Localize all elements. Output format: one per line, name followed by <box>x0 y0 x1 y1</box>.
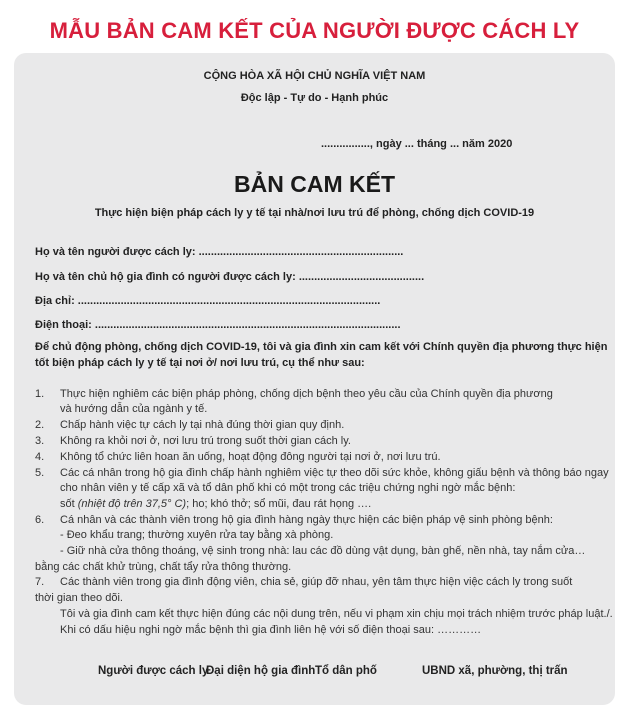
signature-residential-group: Tổ dân phố <box>315 665 377 677</box>
closing-commitment: Tôi và gia đình cam kết thực hiện đúng các nội dung trên, nếu vi phạm xin chịu mọi trách nhiệm trước pháp luật./. <box>60 608 613 620</box>
country-name: CỘNG HÒA XÃ HỘI CHỦ NGHĨA VIỆT NAM <box>203 70 426 82</box>
item-7-line-2: thời gian theo dõi. <box>35 592 123 604</box>
closing-contact: Khi có dấu hiệu nghi ngờ mắc bệnh thì gia đình liên hệ với số điện thoại sau: ………… <box>60 624 482 636</box>
item-6: Cá nhân và các thành viên trong hộ gia đình hàng ngày thực hiện các biện pháp vệ sinh phòng bệnh: <box>60 514 553 526</box>
signature-household: Đại diện hộ gia đình <box>206 665 316 677</box>
item-6-disinfect: bằng các chất khử trùng, chất tẩy rửa thông thường. <box>35 561 292 573</box>
item-number: 5. <box>35 467 45 479</box>
item-1-line-1: Thực hiện nghiêm các biện pháp phòng, chống dịch bệnh theo yêu cầu của Chính quyền địa phương <box>60 388 553 400</box>
item-5-temperature: (nhiệt độ trên 37,5° C) <box>77 498 187 510</box>
item-5-line-2: cho nhân viên y tế cấp xã và tổ dân phố khi có một trong các triệu chứng nghi ngờ mắc bệnh: <box>60 482 516 494</box>
intro-line-1: Để chủ động phòng, chống dịch COVID-19, tôi và gia đình xin cam kết với Chính quyền địa phương thực hiện <box>35 341 608 353</box>
item-5-line-1: Các cá nhân trong hộ gia đình chấp hành nghiêm việc tự theo dõi sức khỏe, không giấu bệnh và thông báo ngay <box>60 467 609 479</box>
item-6-mask: - Đeo khẩu trang; thường xuyên rửa tay bằng xà phòng. <box>60 529 334 541</box>
intro-line-2: tốt biện pháp cách ly y tế tại nơi ở/ nơi lưu trú, cụ thể như sau: <box>35 357 365 369</box>
page-banner: MẪU BẢN CAM KẾT CỦA NGƯỜI ĐƯỢC CÁCH LY <box>49 18 580 43</box>
signature-isolated-person: Người được cách ly <box>98 665 209 677</box>
item-number: 3. <box>35 435 45 447</box>
field-address: Địa chỉ: ................................................................................................... <box>35 295 381 307</box>
item-3: Không ra khỏi nơi ở, nơi lưu trú trong suốt thời gian cách ly. <box>60 435 351 447</box>
item-5-symptoms: ; ho; khó thở; sổ mũi, đau rát họng …. <box>186 498 372 510</box>
item-number: 7. <box>35 576 45 588</box>
form-subtitle: Thực hiện biện pháp cách ly y tế tại nhà/nơi lưu trú để phòng, chống dịch COVID-19 <box>94 207 535 219</box>
field-household-head: Họ và tên chủ hộ gia đình có người được cách ly: ......................................... <box>35 271 425 283</box>
item-5-fever: sốt <box>60 498 78 510</box>
item-number: 6. <box>35 514 45 526</box>
item-7-line-1: Các thành viên trong gia đình động viên, chia sẻ, giúp đỡ nhau, yên tâm thực hiện việc cách ly trong suốt <box>60 576 573 588</box>
item-5-line-3 <box>60 498 371 510</box>
field-phone: Điện thoại: .................................................................................................... <box>35 319 401 331</box>
item-1-line-2: và hướng dẫn của ngành y tế. <box>60 403 208 415</box>
signature-local-committee: UBND xã, phường, thị trấn <box>422 665 568 677</box>
item-2: Chấp hành việc tự cách ly tại nhà đúng thời gian quy định. <box>60 419 345 431</box>
form-title: BẢN CAM KẾT <box>234 171 395 197</box>
item-6-clean-house: - Giữ nhà cửa thông thoáng, vệ sinh trong nhà: lau các đồ dùng vật dụng, bàn ghế, nền nhà, tay nắm cửa… <box>60 545 586 557</box>
date-line: ................, ngày ... tháng ... năm 2020 <box>321 138 513 150</box>
item-number: 2. <box>35 419 45 431</box>
item-number: 4. <box>35 451 45 463</box>
item-number: 1. <box>35 388 45 400</box>
field-isolated-name: Họ và tên người được cách ly: ................................................................... <box>35 246 404 258</box>
national-motto: Độc lập - Tự do - Hạnh phúc <box>240 92 389 104</box>
commitment-form <box>14 53 615 705</box>
item-4: Không tổ chức liên hoan ăn uống, hoạt động đông người tại nơi ở, nơi lưu trú. <box>60 451 441 463</box>
